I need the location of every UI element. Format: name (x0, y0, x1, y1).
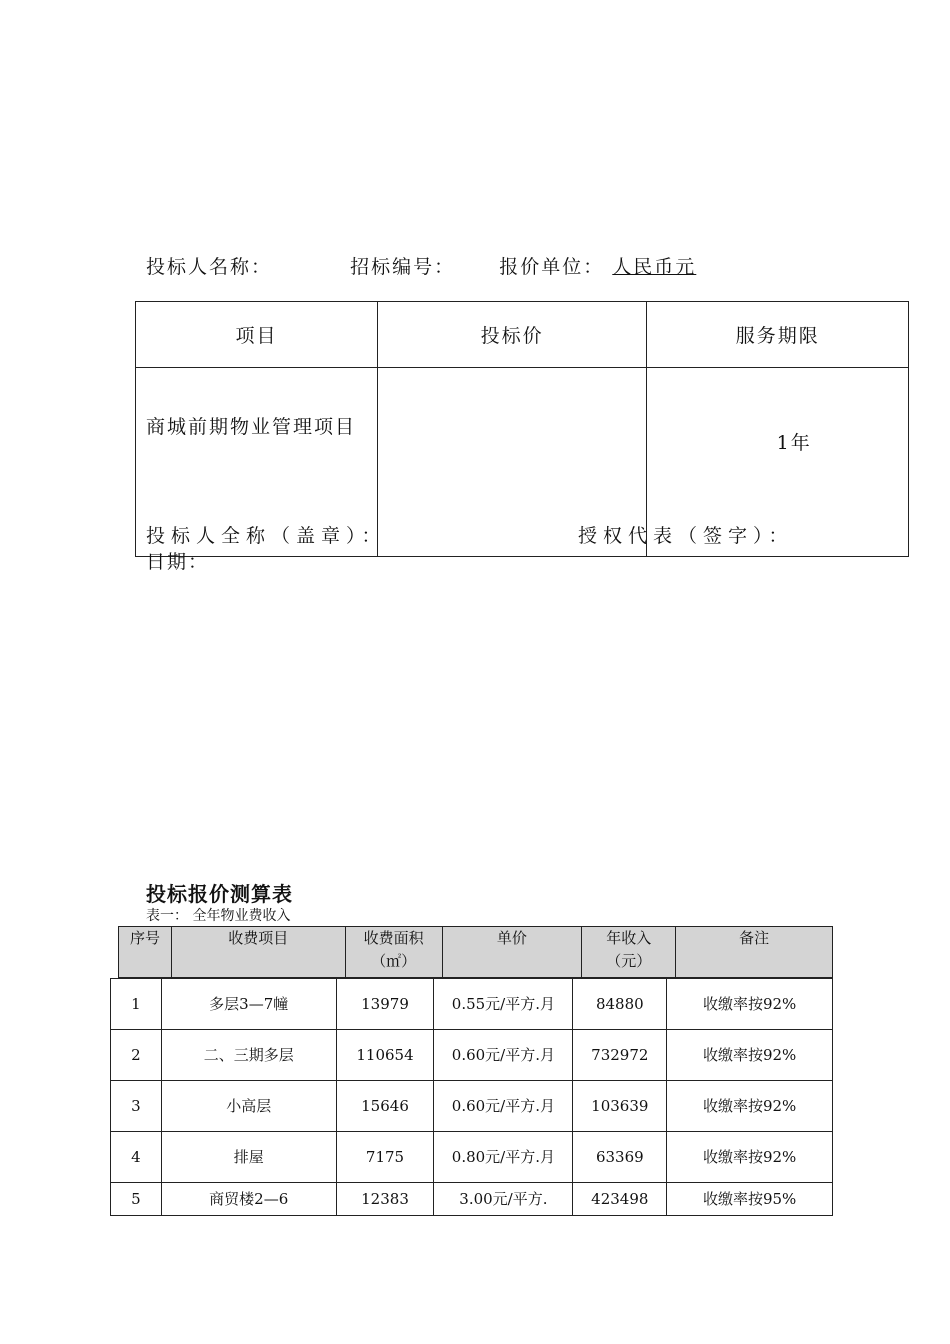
bidder-name-label: 投标人名称： (146, 256, 273, 278)
row-income: 103639 (573, 1081, 667, 1132)
row-area: 13979 (336, 979, 434, 1030)
header-line (146, 252, 696, 279)
row-area: 15646 (336, 1081, 434, 1132)
quote-table (135, 301, 909, 557)
table-row (111, 1030, 833, 1081)
calc-table-header (118, 926, 833, 978)
bid-number-label: 招标编号： (350, 256, 456, 278)
table-row (111, 979, 833, 1030)
table-row (111, 1081, 833, 1132)
col-price-header: 投标价 (377, 302, 646, 368)
service-term-cell: 1年 (647, 368, 909, 557)
row-item: 多层3—7幢 (161, 979, 336, 1030)
row-income: 63369 (573, 1132, 667, 1183)
row-item: 二、三期多层 (161, 1030, 336, 1081)
row-item: 商贸楼2—6 (161, 1183, 336, 1216)
row-note: 收缴率按92% (667, 1132, 833, 1183)
row-seq: 5 (111, 1183, 162, 1216)
row-price: 0.60元/平方.月 (434, 1081, 573, 1132)
row-note: 收缴率按95% (667, 1183, 833, 1216)
row-seq: 4 (111, 1132, 162, 1183)
row-seq: 2 (111, 1030, 162, 1081)
row-area: 7175 (336, 1132, 434, 1183)
col-term-header: 服务期限 (647, 302, 909, 368)
header-seq: 序号 (119, 927, 172, 978)
table-row (111, 1183, 833, 1216)
bidder-full-name-seal: 投标人全称（盖章）： (146, 525, 387, 547)
project-name-cell: 商城前期物业管理项目 (136, 368, 378, 557)
row-price: 0.60元/平方.月 (434, 1030, 573, 1081)
row-price: 3.00元/平方. (434, 1183, 573, 1216)
header-price: 单价 (442, 927, 582, 978)
authorized-rep-signature: 授权代表（签字）： (578, 525, 794, 547)
col-item-header: 项目 (136, 302, 378, 368)
header-item: 收费项目 (171, 927, 345, 978)
row-price: 0.55元/平方.月 (434, 979, 573, 1030)
price-unit-value: 人民币元 (612, 256, 697, 278)
quote-table-header (136, 302, 909, 368)
header-note: 备注 (676, 927, 833, 978)
calc-table-subtitle: 表一： 全年物业费收入 (146, 908, 291, 924)
row-note: 收缴率按92% (667, 979, 833, 1030)
row-income: 84880 (573, 979, 667, 1030)
header-income: 年收入（元） (582, 927, 676, 978)
price-unit-label: 报价单位： (499, 256, 605, 278)
table-row (111, 1132, 833, 1183)
row-income: 732972 (573, 1030, 667, 1081)
row-item: 排屋 (161, 1132, 336, 1183)
row-note: 收缴率按92% (667, 1030, 833, 1081)
row-income: 423498 (573, 1183, 667, 1216)
row-item: 小高层 (161, 1081, 336, 1132)
row-seq: 1 (111, 979, 162, 1030)
calc-table-body (110, 978, 833, 1216)
row-note: 收缴率按92% (667, 1081, 833, 1132)
row-price: 0.80元/平方.月 (434, 1132, 573, 1183)
date-label: 日期： (146, 551, 210, 573)
row-seq: 3 (111, 1081, 162, 1132)
calc-table-title: 投标报价测算表 (146, 882, 293, 906)
row-area: 12383 (336, 1183, 434, 1216)
row-area: 110654 (336, 1030, 434, 1081)
header-area: 收费面积（㎡） (345, 927, 442, 978)
